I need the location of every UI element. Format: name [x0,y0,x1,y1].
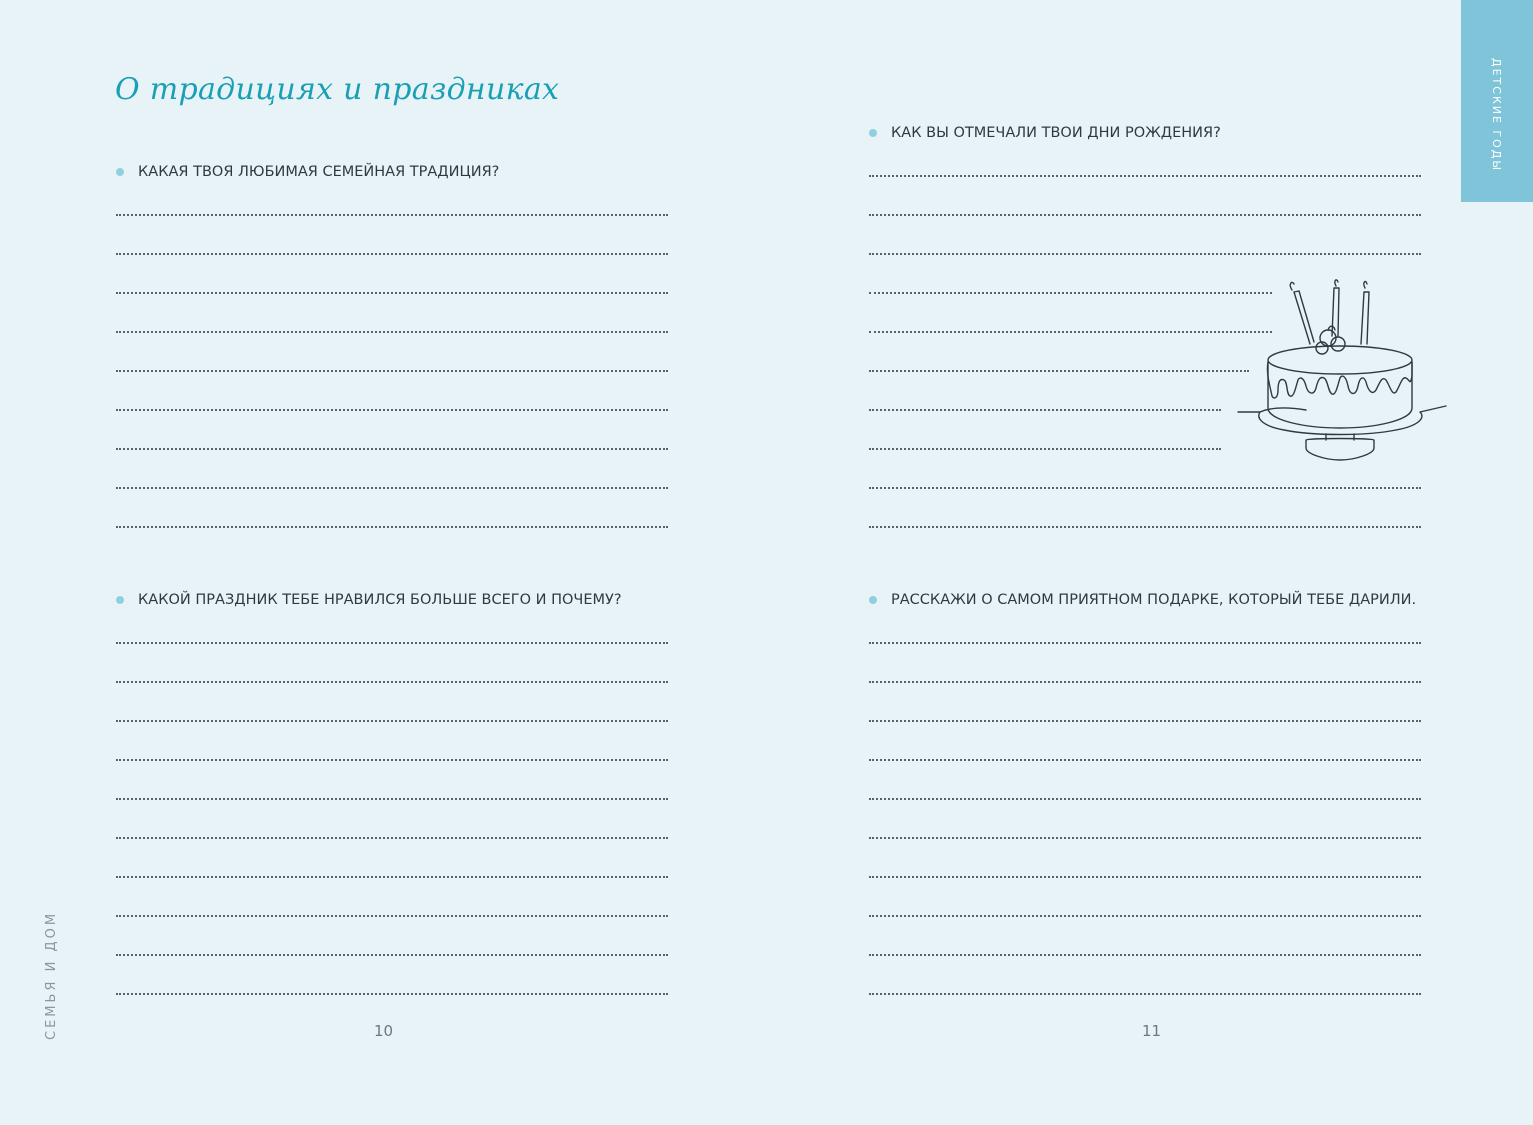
bullet-icon [869,129,877,137]
answer-lines-holiday[interactable] [116,642,668,1032]
bullet-icon [869,596,877,604]
answer-line[interactable] [869,331,1272,333]
page-number-left: 10 [374,1022,394,1040]
question-text: РАССКАЖИ О САМОМ ПРИЯТНОМ ПОДАРКЕ, КОТОРЫЙ ТЕБЕ ДАРИЛИ. [891,592,1417,608]
question-favorite-tradition [116,164,499,180]
left-page [0,0,766,1125]
answer-line[interactable] [869,993,1421,995]
birthday-cake-illustration [1234,278,1448,468]
answer-line[interactable] [116,798,668,800]
answer-line[interactable] [869,720,1421,722]
question-birthdays [869,125,1221,141]
answer-lines-gift[interactable] [869,642,1421,1032]
answer-line[interactable] [116,759,668,761]
section-side-label: СЕМЬЯ И ДОМ [44,910,59,1040]
answer-line[interactable] [869,448,1221,450]
answer-line[interactable] [869,292,1272,294]
candle-flame-icon [1364,281,1367,288]
bullet-icon [116,596,124,604]
bullet-icon [116,168,124,176]
answer-line[interactable] [116,876,668,878]
answer-line[interactable] [116,409,668,411]
answer-line[interactable] [869,876,1421,878]
answer-line[interactable] [116,915,668,917]
candle-flame-icon [1290,282,1294,290]
answer-line[interactable] [869,409,1221,411]
answer-line[interactable] [116,642,668,644]
answer-line[interactable] [116,487,668,489]
answer-line[interactable] [869,370,1249,372]
answer-line[interactable] [116,331,668,333]
answer-line[interactable] [869,526,1421,528]
answer-line[interactable] [116,681,668,683]
answer-line[interactable] [116,526,668,528]
answer-line[interactable] [116,993,668,995]
answer-line[interactable] [116,448,668,450]
question-text: КАК ВЫ ОТМЕЧАЛИ ТВОИ ДНИ РОЖДЕНИЯ? [891,125,1221,141]
answer-line[interactable] [869,214,1421,216]
section-tab[interactable] [1461,0,1533,202]
answer-line[interactable] [116,954,668,956]
answer-line[interactable] [116,292,668,294]
answer-line[interactable] [116,720,668,722]
answer-line[interactable] [869,837,1421,839]
answer-line[interactable] [869,642,1421,644]
answer-line[interactable] [116,370,668,372]
answer-line[interactable] [869,487,1421,489]
question-best-gift [869,592,1416,608]
answer-line[interactable] [869,759,1421,761]
answer-line[interactable] [116,253,668,255]
answer-line[interactable] [869,175,1421,177]
answer-line[interactable] [116,214,668,216]
answer-line[interactable] [116,837,668,839]
answer-line[interactable] [869,253,1421,255]
answer-line[interactable] [869,915,1421,917]
question-favorite-holiday [116,592,622,608]
candle-flame-icon [1335,280,1338,286]
answer-line[interactable] [869,798,1421,800]
answer-line[interactable] [869,681,1421,683]
answer-line[interactable] [869,954,1421,956]
question-text: КАКОЙ ПРАЗДНИК ТЕБЕ НРАВИЛСЯ БОЛЬШЕ ВСЕГО И ПОЧЕМУ? [138,592,622,608]
answer-lines-tradition[interactable] [116,214,668,565]
section-tab-label: ДЕТСКИЕ ГОДЫ [1490,58,1503,173]
page-number-right: 11 [1142,1022,1162,1040]
page-title: О традициях и праздниках [115,72,560,107]
question-text: КАКАЯ ТВОЯ ЛЮБИМАЯ СЕМЕЙНАЯ ТРАДИЦИЯ? [138,164,500,180]
